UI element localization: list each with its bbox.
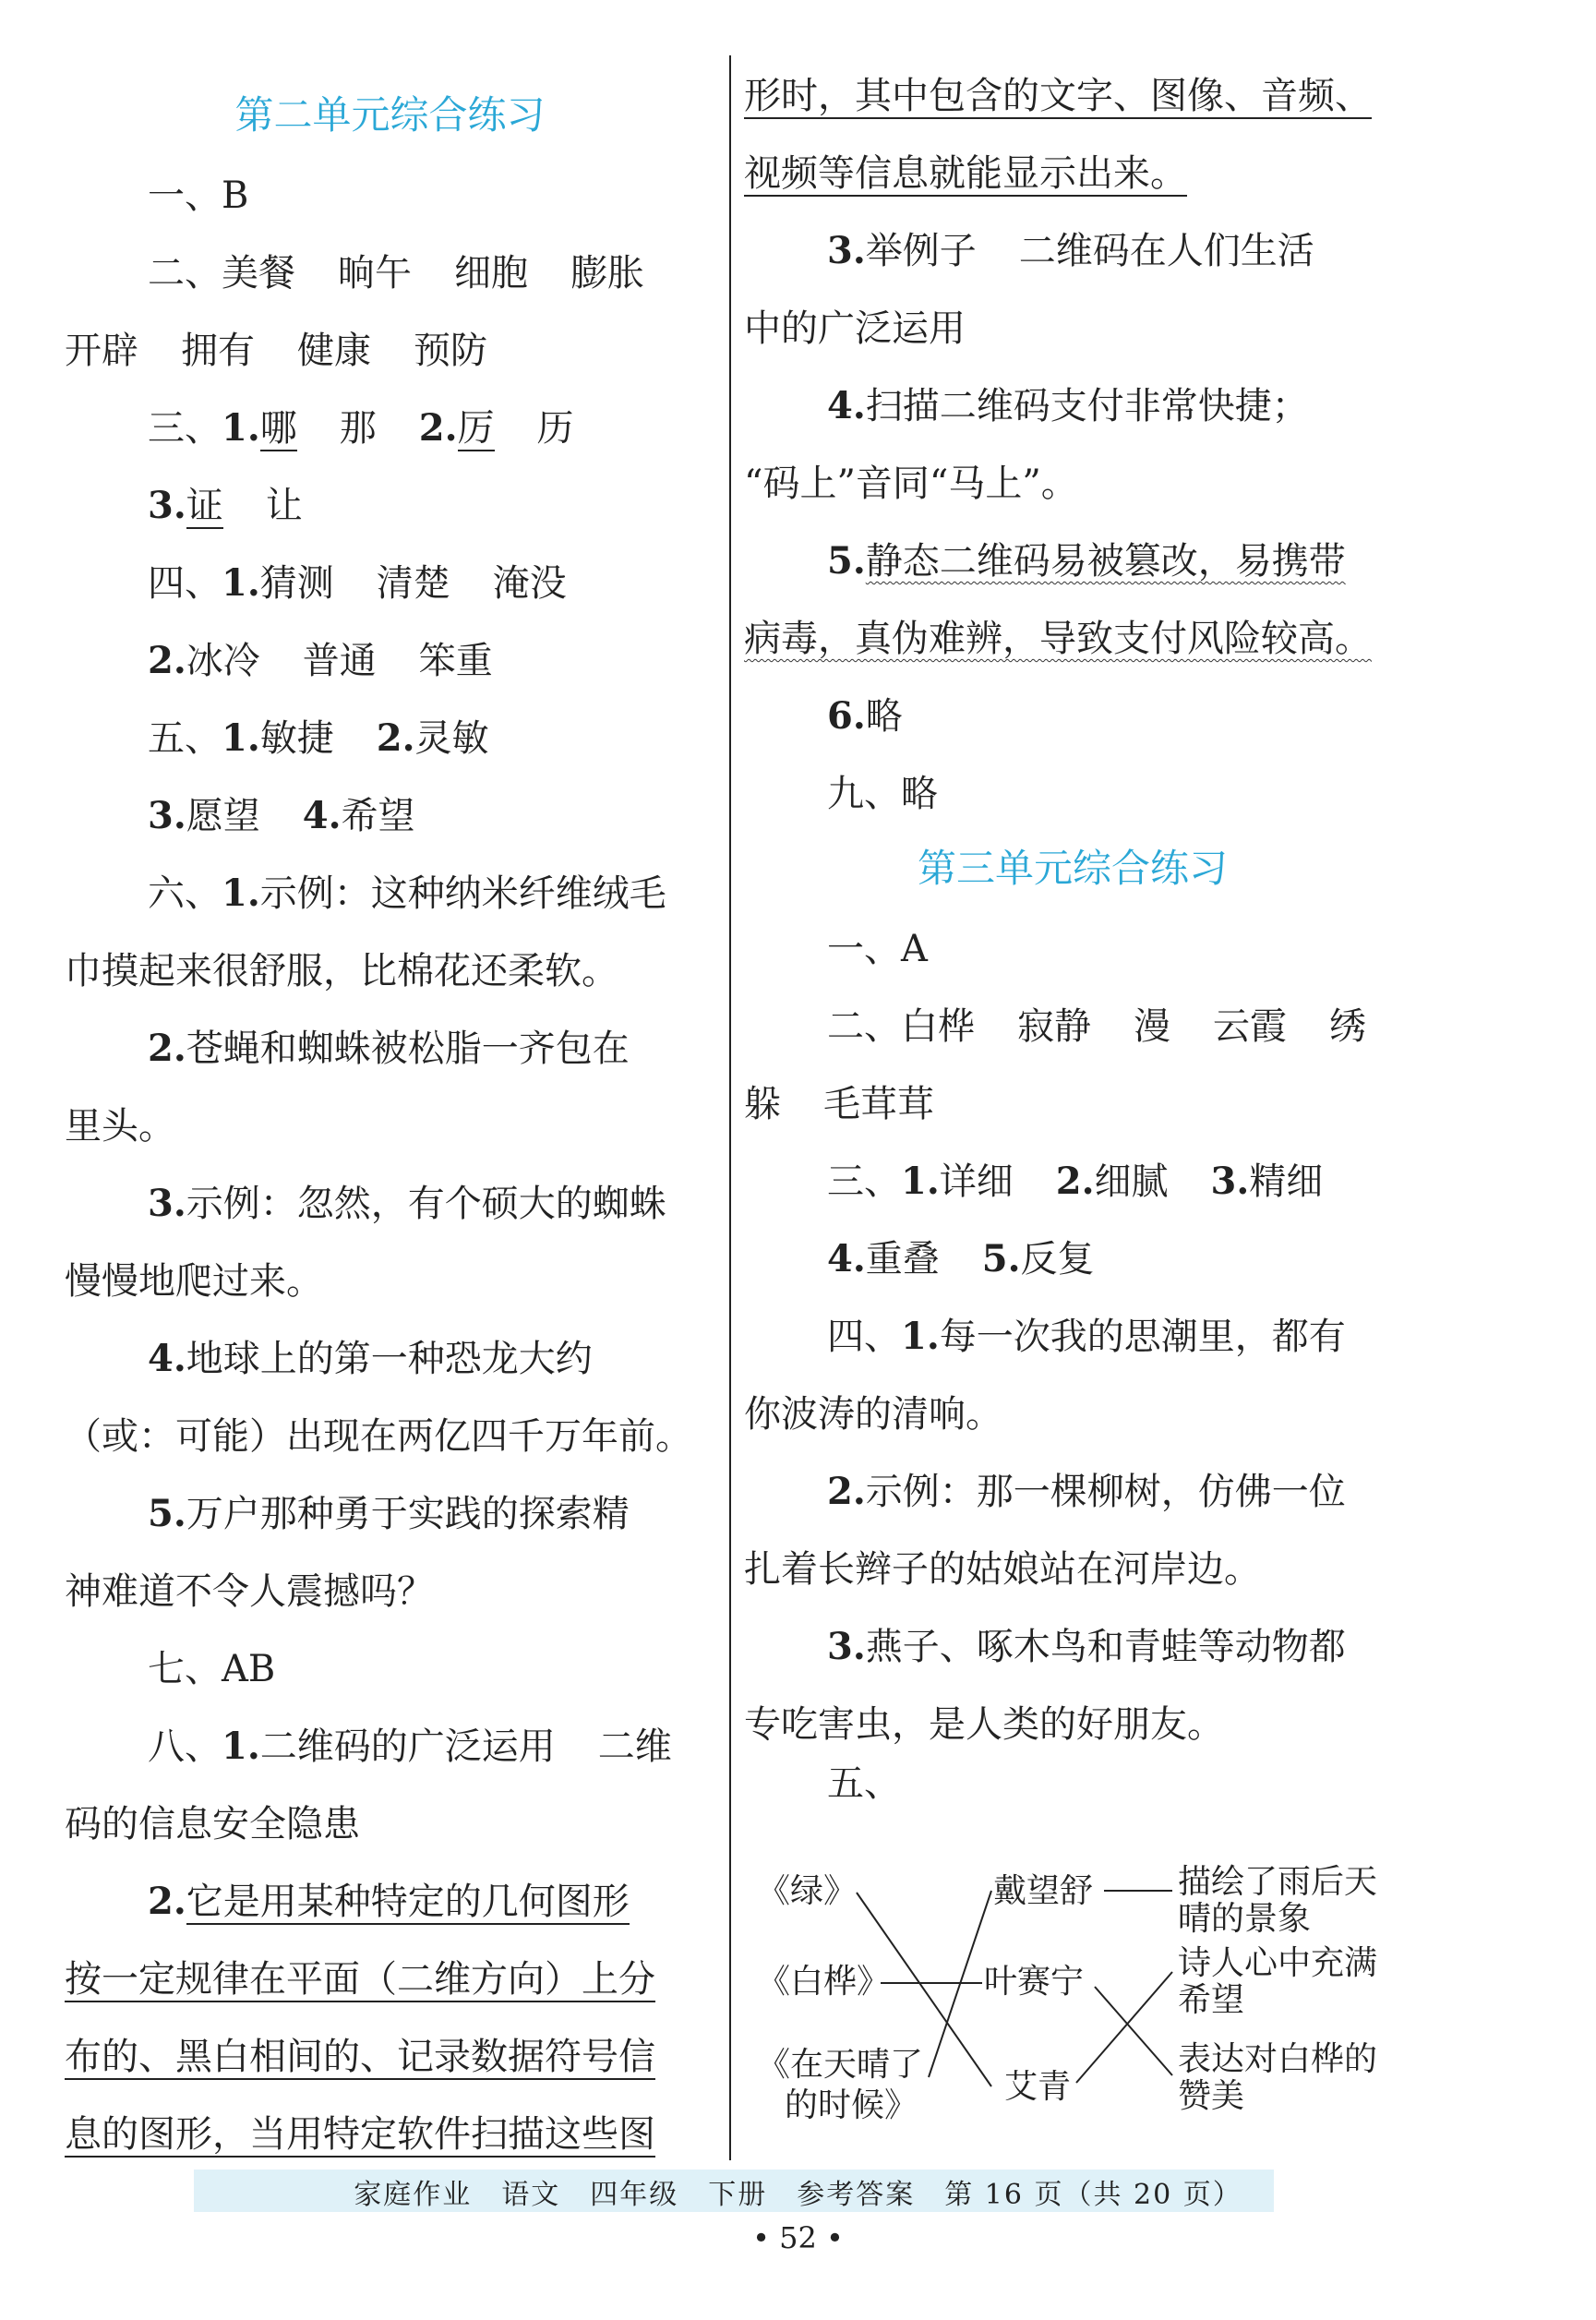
line-ye-desc3 (1095, 1987, 1172, 2075)
u3-answer-2-cont: 躲 毛茸茸 (744, 1083, 934, 1125)
answer-9: 九、略 (827, 773, 938, 815)
answer-8-2: 2.它是用某种特定的几何图形 (148, 1880, 630, 1923)
poet-daiwangshu: 戴望舒 (993, 1872, 1094, 1910)
desc-3a: 表达对白桦的 (1178, 2040, 1378, 2078)
answer-8-2-cont-2: 布的、黑白相间的、记录数据符号信 (65, 2036, 655, 2078)
line-ai-desc2 (1076, 1972, 1172, 2083)
u3-answer-4-2-cont: 扎着长辫子的姑娘站在河岸边。 (744, 1548, 1261, 1591)
answer-1: 一、B (148, 174, 249, 217)
poet-yesaining: 叶赛宁 (984, 1963, 1085, 2001)
answer-6-3-cont: 慢慢地爬过来。 (65, 1260, 323, 1303)
answer-6-1: 六、1.示例：这种纳米纤维绒毛 (148, 872, 666, 915)
u3-answer-2: 二、白桦 寂静 漫 云霞 绣 (827, 1005, 1366, 1048)
u3-answer-3: 三、1.详细 2.细腻 3.精细 (827, 1160, 1324, 1203)
answer-7: 七、AB (148, 1648, 276, 1690)
unit2-title: 第二单元综合练习 (234, 92, 546, 138)
poem-tianqing-1: 《在天晴了 (757, 2046, 924, 2084)
answer-6-2: 2.苍蝇和蜘蛛被松脂一齐包在 (148, 1027, 630, 1070)
poem-tianqing-2: 的时候》 (785, 2086, 918, 2124)
u3-answer-4-3-cont: 专吃害虫，是人类的好朋友。 (744, 1703, 1224, 1746)
desc-2b: 希望 (1178, 1981, 1245, 2019)
answer-2-cont: 开辟 拥有 健康 预防 (65, 330, 487, 372)
u3-answer-5: 五、 (827, 1762, 901, 1805)
answer-8-2-cont-5: 视频等信息就能显示出来。 (744, 152, 1187, 195)
answer-8-1-cont: 码的信息安全隐患 (65, 1803, 360, 1845)
answer-6-4-cont: （或：可能）出现在两亿四千万年前。 (65, 1415, 692, 1458)
answer-2: 二、美餐 晌午 细胞 膨胀 (148, 252, 644, 295)
answer-8-2-cont-1: 按一定规律在平面（二维方向）上分 (65, 1958, 655, 2001)
desc-2a: 诗人心中充满 (1178, 1944, 1378, 1982)
u3-answer-3-cont: 4.重叠 5.反复 (827, 1237, 1095, 1280)
u3-answer-1: 一、A (827, 928, 928, 970)
u3-answer-4-1: 四、1.每一次我的思潮里，都有 (827, 1315, 1346, 1358)
unit3-title: 第三单元综合练习 (917, 846, 1228, 891)
answer-4-cont: 2.冰冷 普通 笨重 (148, 639, 493, 682)
answer-6-5-cont: 神难道不令人震撼吗？ (65, 1570, 434, 1613)
desc-3b: 赞美 (1178, 2077, 1245, 2115)
desc-1b: 晴的景象 (1178, 1900, 1312, 1938)
answer-8-6: 6.略 (827, 694, 903, 738)
answer-8-5: 5.静态二维码易被篡改，易携带 (827, 539, 1346, 583)
answer-8-1: 八、1.二维码的广泛运用 二维 (148, 1725, 672, 1768)
answer-8-5-cont: 病毒，真伪难辨，导致支付风险较高。 (744, 618, 1372, 660)
matching-diagram (744, 1856, 1401, 2151)
answer-6-5: 5.万户那种勇于实践的探索精 (148, 1492, 630, 1535)
answer-8-4-cont: “码上”音同“马上”。 (744, 463, 1078, 505)
answer-6-2-cont: 里头。 (65, 1105, 175, 1148)
answer-8-3: 3.举例子 二维码在人们生活 (827, 229, 1314, 272)
answer-3-cont: 3.证 让 (148, 484, 303, 527)
answer-5-cont: 3.愿望 4.希望 (148, 794, 415, 837)
answer-4: 四、1.猜测 清楚 淹没 (148, 561, 567, 605)
poem-baihua: 《白桦》 (757, 1963, 891, 2001)
answer-6-4: 4.地球上的第一种恐龙大约 (148, 1337, 593, 1380)
answer-6-3: 3.示例：忽然，有个硕大的蜘蛛 (148, 1182, 666, 1225)
poem-lv: 《绿》 (757, 1872, 858, 1910)
page-number: • 52 • (752, 2220, 844, 2255)
poet-aiqing: 艾青 (1004, 2068, 1072, 2106)
answer-8-2-cont-4: 形时，其中包含的文字、图像、音频、 (744, 75, 1372, 117)
answer-8-2-cont-3: 息的图形，当用特定软件扫描这些图 (65, 2113, 655, 2156)
answer-8-3-cont: 中的广泛运用 (744, 307, 966, 350)
u3-answer-4-1-cont: 你波涛的清响。 (744, 1393, 1002, 1436)
column-divider (729, 55, 731, 2160)
desc-1a: 描绘了雨后天 (1178, 1863, 1378, 1901)
u3-answer-4-3: 3.燕子、啄木鸟和青蛙等动物都 (827, 1625, 1346, 1668)
answer-3: 三、1.哪 那 2.厉 历 (148, 406, 574, 450)
u3-answer-4-2: 2.示例：那一棵柳树，仿佛一位 (827, 1470, 1346, 1513)
answer-5: 五、1.敏捷 2.灵敏 (148, 716, 489, 760)
answer-8-4: 4.扫描二维码支付非常快捷； (827, 384, 1309, 427)
answer-6-1-cont: 巾摸起来很舒服，比棉花还柔软。 (65, 950, 618, 992)
footer-text: 家庭作业 语文 四年级 下册 参考答案 第 16 页（共 20 页） (354, 2179, 1242, 2211)
